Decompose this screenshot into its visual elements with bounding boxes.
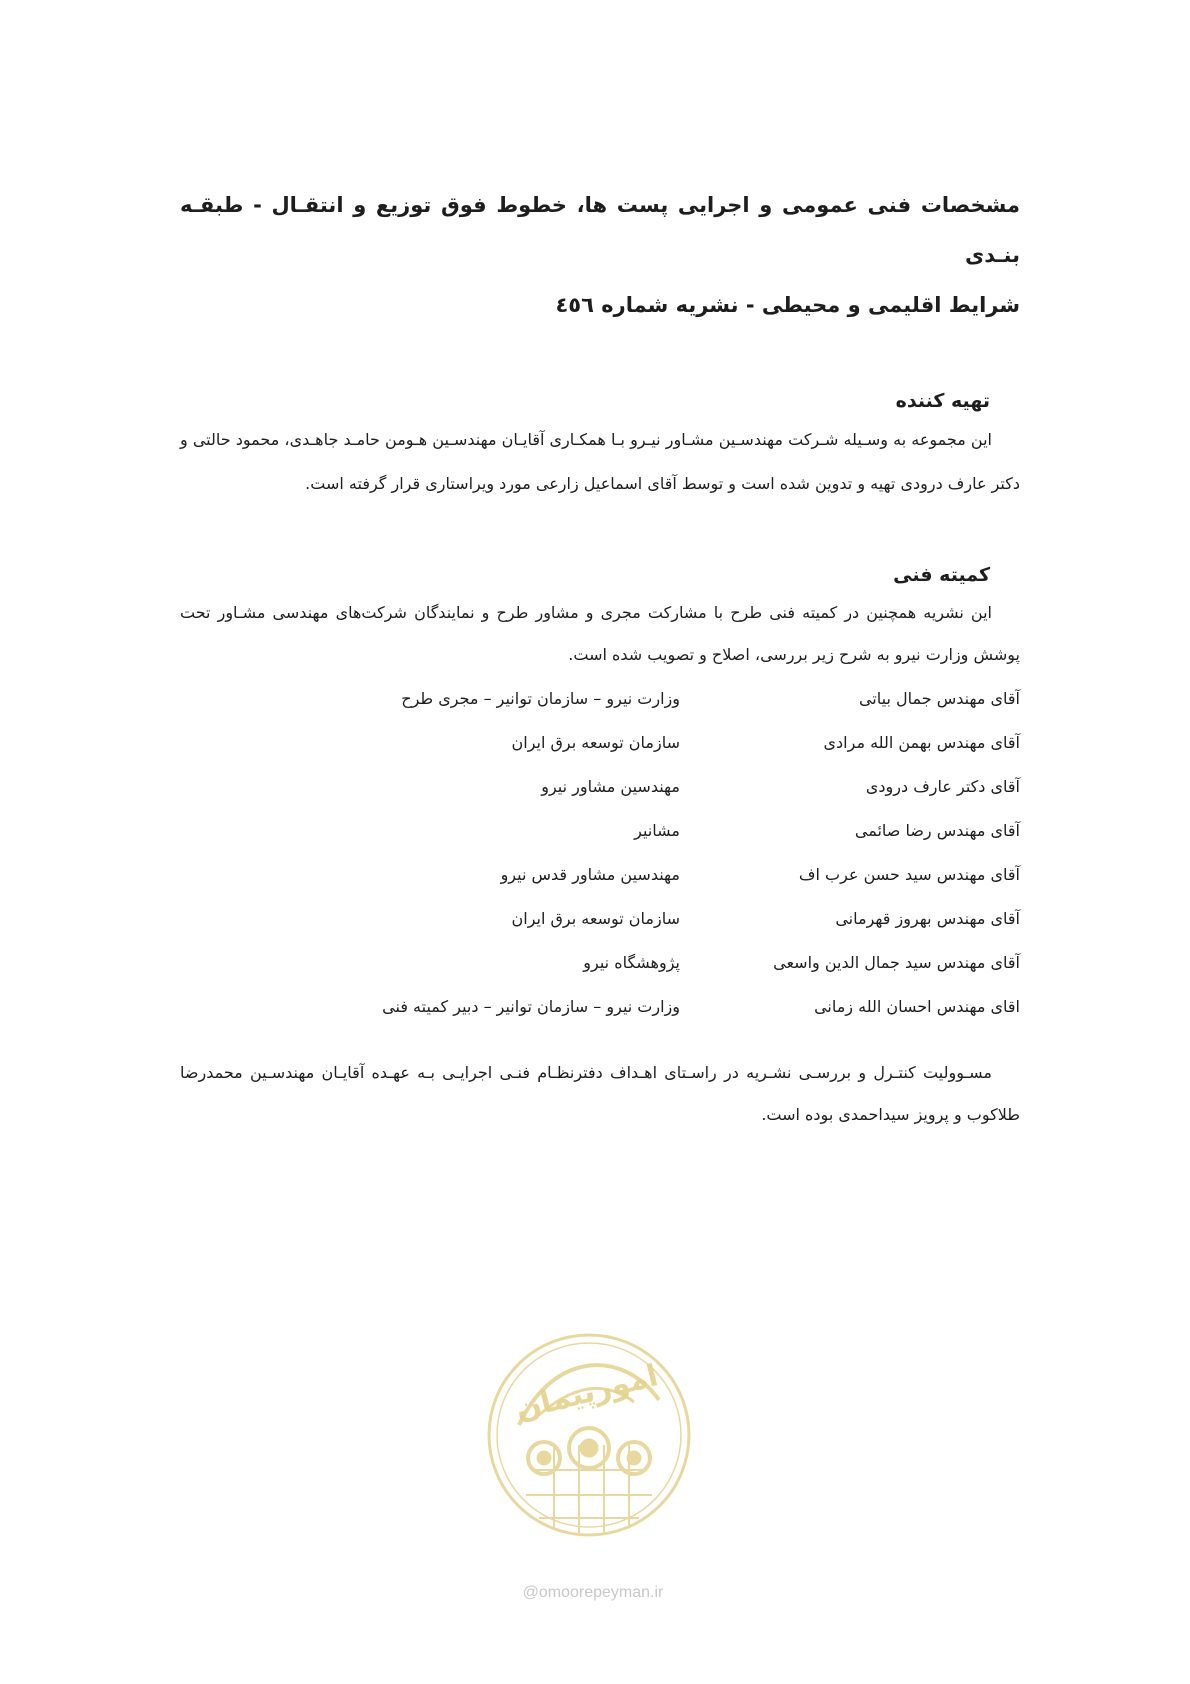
watermark-caption: @omoorepeyman.ir [522, 1584, 664, 1601]
member-row [180, 676, 1020, 720]
document-title [180, 180, 1020, 330]
member-row [180, 984, 1020, 1028]
member-name: آقای مهندس بهروز قهرمانی [835, 908, 1020, 928]
member-organization: سازمان توسعه برق ایران [511, 732, 680, 752]
member-organization: مشانیر [634, 820, 680, 840]
member-row [180, 720, 1020, 764]
member-organization: وزارت نیرو – سازمان توانیر – دبیر کمیته فنی [382, 996, 680, 1016]
preparer-heading: تهیه کننده [895, 390, 990, 412]
member-row [180, 808, 1020, 852]
member-row [180, 764, 1020, 808]
member-organization: مهندسین مشاور قدس نیرو [500, 864, 680, 884]
member-name: آقای دکتر عارف درودی [865, 776, 1020, 796]
member-organization: وزارت نیرو – سازمان توانیر – مجری طرح [401, 688, 680, 708]
member-organization: پژوهشگاه نیرو [583, 952, 680, 972]
member-name: اقای مهندس احسان الله زمانی [814, 996, 1020, 1016]
title-line-2: شرایط اقلیمی و محیطی - نشریه شماره ٤٥٦ [555, 293, 1020, 317]
member-name: آقای مهندس جمال بیاتی [858, 688, 1020, 708]
title-line-1: مشخصات فنی عمومی و اجرایی پست ها، خطوط فوق توزیع و انتقـال - طبقـه بنـدی [180, 193, 1020, 267]
member-name: آقای مهندس رضا صائمی [854, 820, 1020, 840]
member-name: آقای مهندس بهمن الله مرادی [823, 732, 1020, 752]
member-row [180, 896, 1020, 940]
member-organization: سازمان توسعه برق ایران [511, 908, 680, 928]
preparer-paragraph: این مجموعه به وسـیله شـرکت مهندسـین مشـاور نیـرو بـا همکـاری آقایـان مهندسـین هـومن حامـد جاهـدی، محمود حالتی و دکتر عارف درودی تهیه و تدوین شده است و توسط آقای اسماعیل زارعی مورد ویراستاری قرار گرفته است. [180, 430, 1020, 493]
closing-paragraph: مسـوولیت کنتـرل و بررسـی نشـریه در راسـتای اهـداف دفترنظـام فنـی اجرایـی بـه عهـده آقایـان مهندسـین محمدرضا طلاکوب و پرویز سیداحمدی بوده است. [180, 1063, 1020, 1124]
member-row [180, 852, 1020, 896]
committee-heading: کمیته فنی [893, 564, 990, 586]
member-row [180, 940, 1020, 984]
member-name: آقای مهندس سید جمال الدین واسعی [773, 952, 1020, 972]
committee-member-list [180, 676, 1020, 1028]
watermark-logo-icon [484, 1330, 694, 1540]
member-organization: مهندسین مشاور نیرو [541, 776, 680, 796]
member-name: آقای مهندس سید حسن عرب اف [798, 864, 1020, 884]
committee-intro: این نشریه همچنین در کمیته فنی طرح با مشارکت مجری و مشاور طرح و نمایندگان شرکت‌های مهندسی مشـاور تحت پوشش وزارت نیرو به شرح زیر بررسی، اصلاح و تصویب شده است. [180, 603, 1020, 664]
document-page [180, 180, 1020, 1136]
watermark-logo-text: امورپیمان [511, 1358, 662, 1428]
